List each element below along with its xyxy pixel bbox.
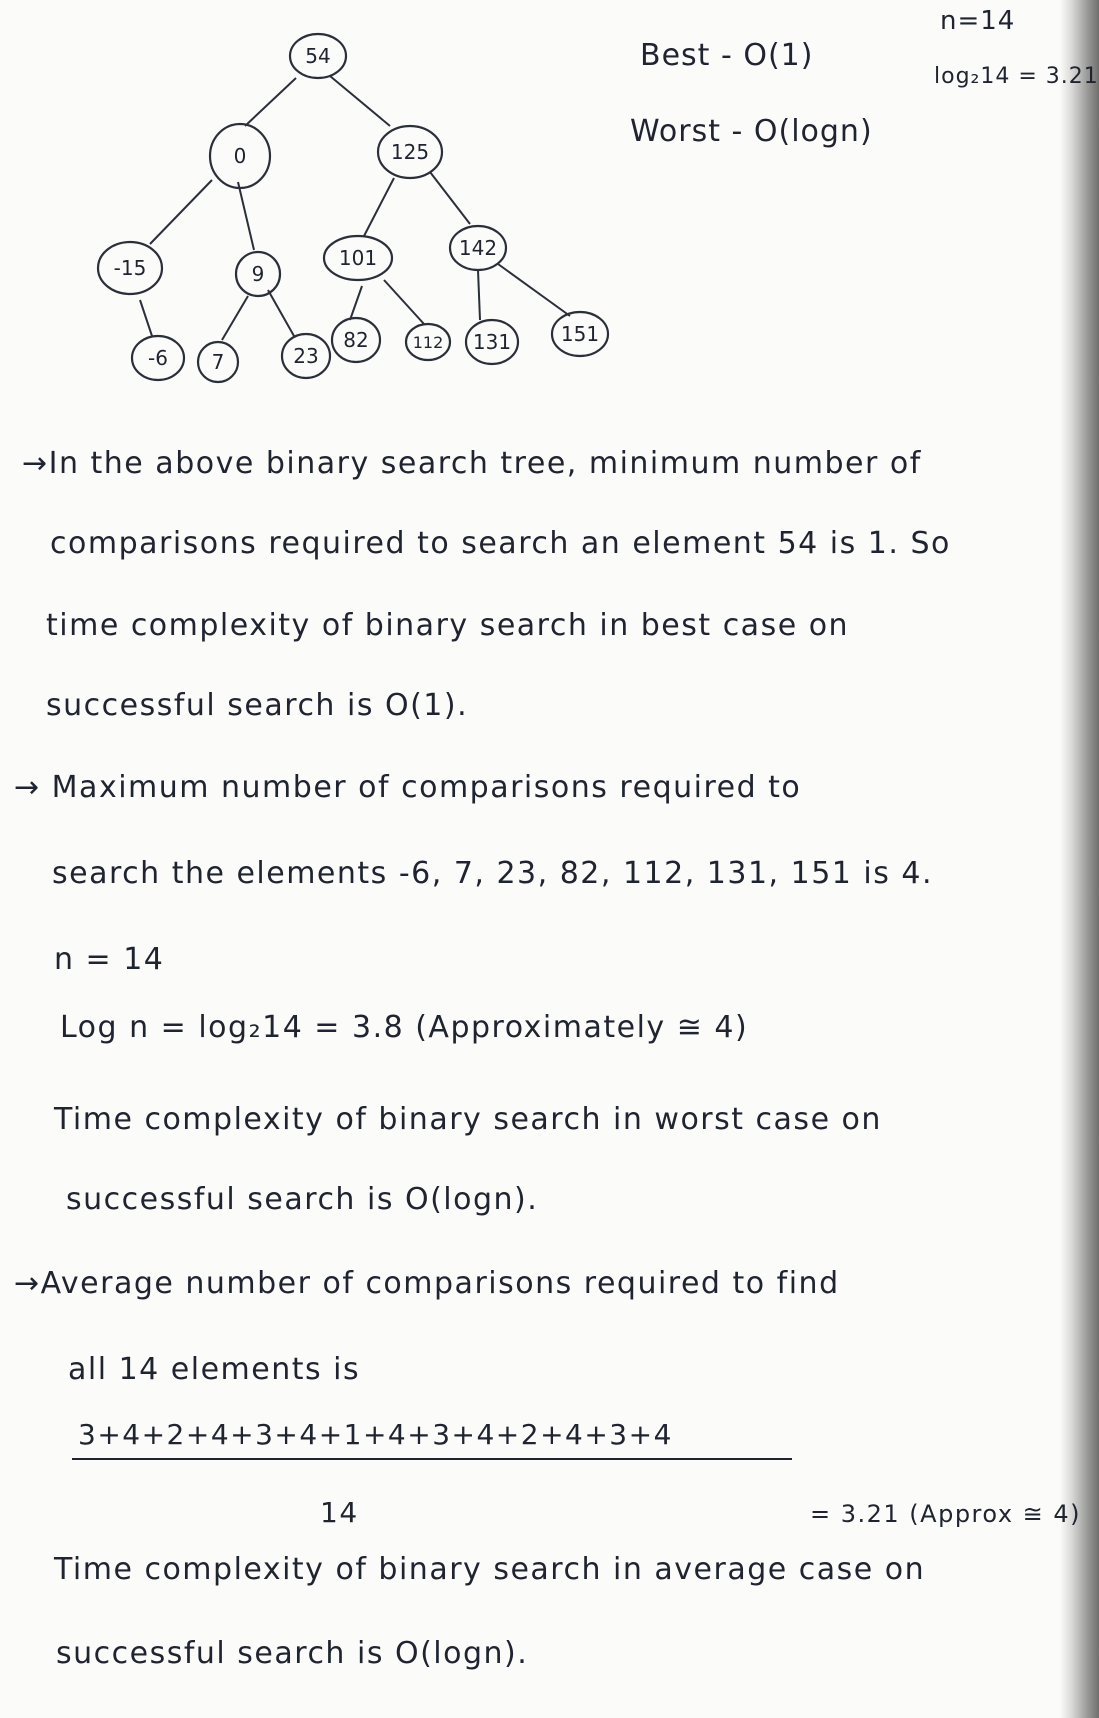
svg-text:101: 101 — [338, 246, 378, 270]
text-line-10: successful search is O(logn). — [66, 1182, 539, 1217]
closing-line-2: successful search is O(logn). — [56, 1636, 529, 1671]
page-edge-shadow — [1060, 0, 1099, 1718]
text-line-3: time complexity of binary search in best case on — [46, 608, 850, 643]
tree-node-23 — [282, 334, 330, 378]
edge-125-142 — [430, 172, 470, 224]
edge-101-112 — [384, 280, 424, 324]
svg-text:82: 82 — [343, 328, 369, 352]
svg-text:7: 7 — [211, 350, 225, 374]
text-line-11: →Average number of comparisons required to find — [14, 1266, 840, 1301]
edge-142-131 — [478, 270, 480, 320]
tree-node-125 — [378, 126, 442, 178]
edge-0-9 — [238, 182, 254, 250]
svg-text:-6: -6 — [148, 346, 168, 370]
best-case-note: Best - O(1) — [640, 38, 814, 73]
svg-text:54: 54 — [305, 44, 331, 68]
svg-text:112: 112 — [412, 333, 444, 352]
closing-line-1: Time complexity of binary search in average case on — [54, 1552, 926, 1587]
fraction-result: = 3.21 (Approx ≅ 4) — [810, 1500, 1082, 1528]
svg-text:-15: -15 — [113, 256, 147, 280]
edge-54-125 — [330, 76, 390, 126]
worst-case-note: Worst - O(logn) — [630, 114, 873, 149]
tree-node-131 — [466, 320, 518, 364]
svg-text:23: 23 — [293, 344, 319, 368]
binary-search-tree-diagram — [0, 0, 640, 400]
text-line-7: n = 14 — [54, 942, 165, 977]
svg-text:131: 131 — [472, 330, 512, 354]
tree-node-101 — [324, 236, 392, 280]
edge-125-101 — [364, 178, 394, 236]
edge-m15-m6 — [140, 300, 152, 336]
tree-node-112 — [406, 324, 450, 360]
edge-54-0 — [245, 78, 296, 126]
text-line-6: search the elements -6, 7, 23, 82, 112, 131, 151 is 4. — [52, 856, 934, 891]
svg-text:142: 142 — [458, 236, 498, 260]
tree-node-m15 — [98, 242, 162, 294]
n-equals-note: n=14 — [940, 6, 1016, 36]
edge-9-23 — [268, 290, 294, 336]
text-line-1: →In the above binary search tree, minimum number of — [22, 446, 922, 481]
svg-text:9: 9 — [251, 262, 265, 286]
fraction-numerator: 3+4+2+4+3+4+1+4+3+4+2+4+3+4 — [78, 1418, 673, 1451]
svg-text:151: 151 — [560, 322, 600, 346]
edge-9-7 — [222, 296, 248, 340]
text-line-9: Time complexity of binary search in worst case on — [54, 1102, 882, 1137]
text-line-8: Log n = log₂14 = 3.8 (Approximately ≅ 4) — [60, 1010, 749, 1045]
text-line-12: all 14 elements is — [68, 1352, 361, 1387]
log-value-note: log₂14 = 3.21 — [934, 64, 1099, 89]
text-line-4: successful search is O(1). — [46, 688, 469, 723]
tree-node-0 — [210, 124, 270, 188]
tree-node-142 — [450, 226, 506, 270]
tree-node-m6 — [132, 336, 184, 380]
tree-node-9 — [236, 252, 280, 296]
edge-142-151 — [498, 264, 570, 316]
tree-node-7 — [198, 342, 238, 382]
tree-node-151 — [552, 312, 608, 356]
text-line-5: → Maximum number of comparisons required to — [14, 770, 802, 805]
svg-text:125: 125 — [390, 140, 430, 164]
fraction-bar — [72, 1458, 792, 1460]
tree-node-82 — [332, 318, 380, 362]
text-line-2: comparisons required to search an element 54 is 1. So — [50, 526, 951, 561]
fraction-denominator: 14 — [320, 1496, 359, 1529]
svg-text:0: 0 — [233, 144, 247, 168]
edge-101-82 — [350, 286, 362, 320]
tree-node-54 — [290, 34, 346, 78]
edge-0-m15 — [150, 180, 212, 244]
